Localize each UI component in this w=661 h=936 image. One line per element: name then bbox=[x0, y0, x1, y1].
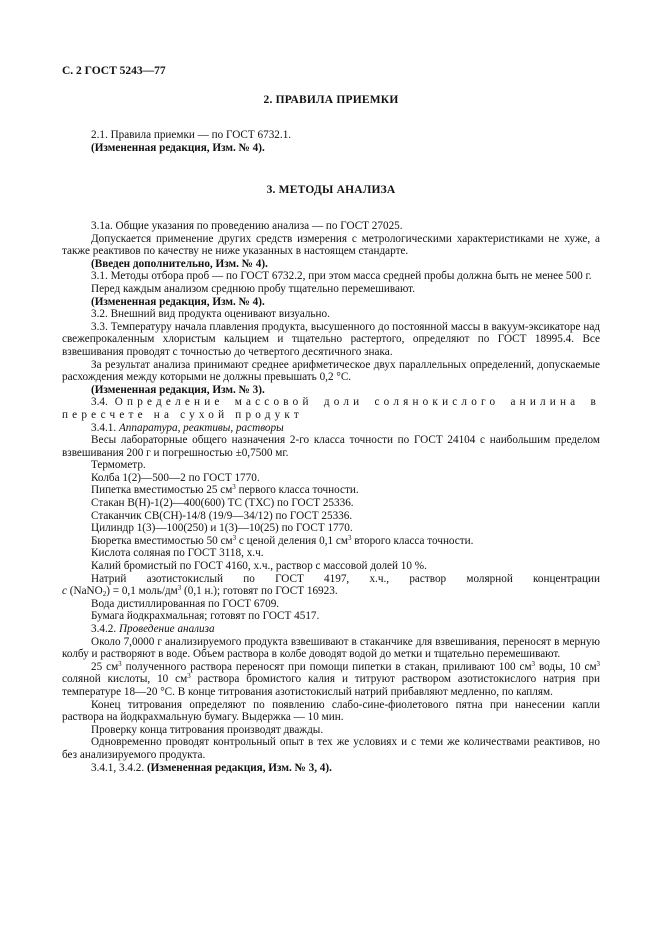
amendment-note: (Введен дополнительно, Изм. № 4). bbox=[91, 257, 268, 270]
paragraph: Допускается применение других средств измерения с метрологическими характеристиками не хуже, а также реактивов по качеству не ниже указанных в настоящем стандарте. bbox=[62, 232, 600, 258]
subsection-heading bbox=[62, 396, 600, 409]
subscript: 2 bbox=[102, 590, 107, 599]
text: ) = 0,1 моль/дм bbox=[106, 585, 178, 598]
paragraph: Перед каждым анализом среднюю пробу тщательно перемешивают. bbox=[91, 282, 415, 295]
italic-heading: Проведение анализа bbox=[118, 623, 215, 635]
paragraph: 3.3. Температуру начала плавления продукта, высушенного до постоянной массы в вакуум-эксикаторе над свежепрокаленным хлористым кальцием и тщательно растертого, определяют по ГОСТ 18995.4. Все взвешивания проводят с точностью до четвертого десятичного знака. bbox=[62, 320, 600, 358]
clause-number: 3.4.1. bbox=[91, 421, 117, 434]
list-item: Стаканчик СВ(СН)-14/8 (19/9—34/12) по ГОСТ 25336. bbox=[91, 509, 353, 522]
paragraph bbox=[62, 661, 600, 699]
text: Бюретка вместимостью 50 см bbox=[91, 534, 233, 547]
text: Пипетка вместимостью 25 см bbox=[91, 484, 233, 497]
text: с ценой деления 0,1 см bbox=[236, 534, 348, 547]
amendment-note: (Измененная редакция, Изм. № 4). bbox=[91, 141, 265, 154]
text: (NaNO bbox=[66, 585, 103, 598]
amendment-note bbox=[62, 762, 600, 775]
text: воды, 10 см bbox=[535, 660, 597, 673]
spaced-heading-continuation: пересчете на сухой продукт bbox=[62, 408, 303, 421]
paragraph: 3.2. Внешний вид продукта оценивают визуально. bbox=[91, 308, 330, 321]
superscript: 3 bbox=[177, 584, 182, 593]
text: полученного раствора переносят при помощи пипетки в стакан, приливают 100 см bbox=[121, 660, 532, 673]
paragraph: Проверку конца титрования производят дважды. bbox=[91, 723, 324, 736]
amendment-note: (Измененная редакция, Изм. № 4). bbox=[91, 295, 265, 308]
list-item bbox=[62, 484, 600, 497]
text: первого класса точности. bbox=[235, 484, 359, 497]
paragraph: Около 7,0000 г анализируемого продукта взвешивают в стаканчике для взвешивания, переносят в мерную колбу и растворяют в воде. Объем раствора в колбе доводят водой до метки и тщательно перемешивают. bbox=[62, 635, 600, 661]
clause-number: 3.4.2. bbox=[91, 623, 117, 635]
paragraph: Весы лабораторные общего назначения 2-го класса точности по ГОСТ 24104 с наибольшим пределом взвешивания 200 г и погрешностью ±0,7500 мг. bbox=[62, 434, 600, 459]
italic-heading: Аппаратура, реактивы, растворы bbox=[118, 421, 284, 434]
superscript: 3 bbox=[232, 533, 237, 542]
spaced-heading: Определение массовой доли солянокислого анилина в bbox=[114, 396, 600, 409]
page-header: С. 2 ГОСТ 5243—77 bbox=[62, 65, 166, 77]
section-3-body bbox=[62, 220, 600, 774]
paragraph: Конец титрования определяют по появлению слабо-сине-фиолетового пятна при нанесении капли раствора на йодкрахмальную бумагу. Выдержка — 10 мин. bbox=[62, 698, 600, 724]
subsection-heading bbox=[62, 422, 600, 435]
superscript: 3 bbox=[232, 483, 236, 492]
section-2-title: 2. ПРАВИЛА ПРИЕМКИ bbox=[263, 94, 399, 106]
paragraph: За результат анализа принимают среднее арифметическое двух параллельных определений, допускаемые расхождения между которыми не должны превышать 0,2 °С. bbox=[62, 358, 600, 384]
list-item: Колба 1(2)—500—2 по ГОСТ 1770. bbox=[91, 471, 260, 484]
text: раствора бромистого калия и титруют раствором азотистокислого натрия при температуре 18—20 °С. В конце титрования азотистокислый натрий прибавляют медленно, по каплям. bbox=[62, 673, 600, 698]
superscript: 3 bbox=[596, 659, 601, 668]
section-3-title: 3. МЕТОДЫ АНАЛИЗА bbox=[266, 184, 396, 196]
paragraph: 3.1а. Общие указания по проведению анализа — по ГОСТ 27025. bbox=[91, 220, 403, 232]
paragraph: Одновременно проводят контрольный опыт в тех же условиях и с теми же количествами реактивов, но без анализируемого продукта. bbox=[62, 736, 600, 761]
subsection-heading bbox=[62, 623, 600, 636]
text: 25 см bbox=[91, 660, 119, 673]
superscript: 3 bbox=[347, 533, 352, 542]
formula-line bbox=[62, 585, 600, 598]
clause-number: 3.4. bbox=[91, 396, 108, 409]
text: второго класса точности. bbox=[351, 534, 474, 547]
amendment-note: (Измененная редакция, Изм. № 3). bbox=[91, 383, 265, 396]
list-item: Стакан В(Н)-1(2)—400(600) ТС (ТХС) по ГОСТ 25336. bbox=[91, 497, 354, 510]
superscript: 3 bbox=[187, 672, 191, 681]
list-item: Вода дистиллированная по ГОСТ 6709. bbox=[91, 597, 280, 610]
list-item: Калий бромистый по ГОСТ 4160, х.ч., раствор с массовой долей 10 %. bbox=[91, 560, 427, 573]
list-item: Бумага йодкрахмальная; готовят по ГОСТ 4517. bbox=[91, 610, 320, 623]
list-item: Кислота соляная по ГОСТ 3118, х.ч. bbox=[91, 547, 264, 560]
section-2-body bbox=[62, 129, 600, 154]
list-item bbox=[62, 535, 600, 548]
text: (0,1 н.); готовят по ГОСТ 16923. bbox=[181, 585, 338, 598]
paragraph: 2.1. Правила приемки — по ГОСТ 6732.1. bbox=[91, 129, 292, 141]
list-item: Термометр. bbox=[91, 459, 146, 472]
superscript: 3 bbox=[531, 659, 536, 668]
variable: c bbox=[62, 585, 67, 598]
clause-number: 3.4.1, 3.4.2. bbox=[91, 761, 145, 774]
paragraph: 3.1. Методы отбора проб — по ГОСТ 6732.2, при этом масса средней пробы должна быть не менее 500 г. bbox=[91, 270, 592, 283]
superscript: 3 bbox=[118, 659, 122, 668]
amendment-text: (Измененная редакция, Изм. № 3, 4). bbox=[146, 761, 332, 774]
list-item: Натрий азотистокислый по ГОСТ 4197, х.ч., раствор молярной концентрации bbox=[91, 572, 600, 585]
text: соляной кислоты, 10 см bbox=[62, 673, 188, 686]
list-item: Цилиндр 1(3)—100(250) и 1(3)—10(25) по ГОСТ 1770. bbox=[91, 522, 353, 535]
